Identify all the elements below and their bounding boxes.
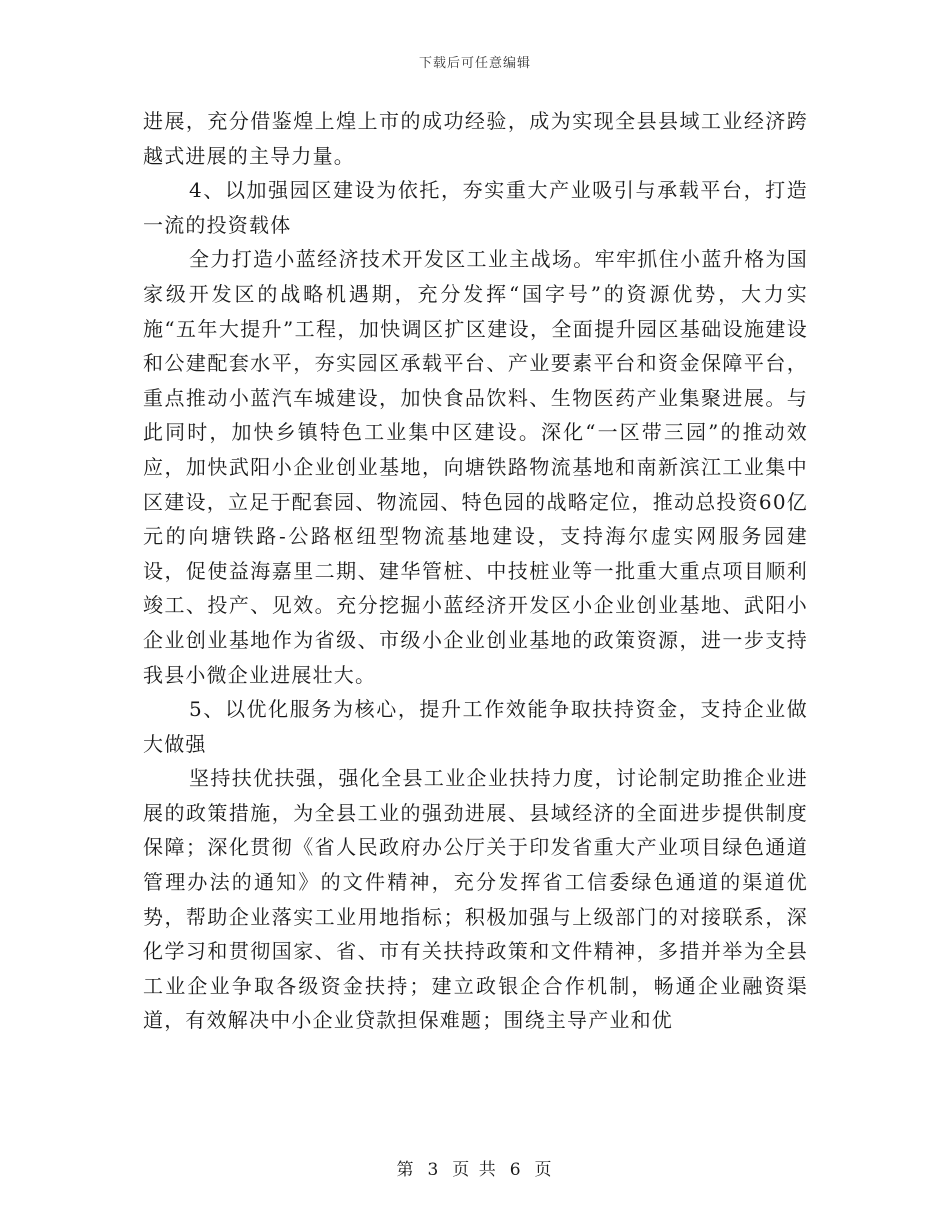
footer-suffix: 页	[534, 1160, 554, 1180]
document-body	[143, 104, 808, 1038]
paragraph-enterprise-support: 坚持扶优扶强，强化全县工业企业扶持力度，讨论制定助推企业进展的政策措施，为全县工业的强劲进展、县域经济的全面进步提供制度保障；深化贯彻《省人民政府办公厅关于印发省重大产业项目绿色通道管理办法的通知》的文件精神，充分发挥省工信委绿色通道的渠道优势，帮助企业落实工业用地指标；积极加强与上级部门的对接联系，深化学习和贯彻国家、省、市有关扶持政策和文件精神，多措并举为全县工业企业争取各级资金扶持；建立政银企合作机制，畅通企业融资渠道，有效解决中小企业贷款担保难题；围绕主导产业和优	[143, 766, 808, 1033]
footer-middle: 页 共	[452, 1160, 498, 1180]
page-header: 下载后可任意编辑	[418, 56, 531, 71]
footer-prefix: 第	[396, 1160, 416, 1180]
section-heading-4: 4、以加强园区建设为依托，夯实重大产业吸引与承载平台，打造一流的投资载体	[143, 178, 808, 237]
total-pages: 6	[509, 1160, 523, 1180]
page-footer	[0, 1155, 950, 1180]
page-number: 3	[427, 1160, 441, 1180]
paragraph-park-construction: 全力打造小蓝经济技术开发区工业主战场。牢牢抓住小蓝升格为国家级开发区的战略机遇期，充分发挥“国字号”的资源优势，大力实施“五年大提升”工程，加快调区扩区建设，全面提升园区基础设施建设和公建配套水平，夯实园区承载平台、产业要素平台和资金保障平台，重点推动小蓝汽车城建设，加快食品饮料、生物医药产业集聚进展。与此同时，加快乡镇特色工业集中区建设。深化“一区带三园”的推动效应，加快武阳小企业创业基地，向塘铁路物流基地和南新滨江工业集中区建设，立足于配套园、物流园、特色园的战略定位，推动总投资60亿元的向塘铁路-公路枢纽型物流基地建设，支持海尔虚实网服务园建设，促使益海嘉里二期、建华管桩、中技桩业等一批重大重点项目顺利竣工、投产、见效。充分挖掘小蓝经济开发区小企业创业基地、武阳小企业创业基地作为省级、市级小企业创业基地的政策资源，进一步支持我县小微企业进展壮大。	[143, 247, 808, 687]
paragraph-continuation: 进展，充分借鉴煌上煌上市的成功经验，成为实现全县县域工业经济跨越式进展的主导力量。	[143, 109, 808, 168]
section-heading-5: 5、以优化服务为核心，提升工作效能争取扶持资金，支持企业做大做强	[143, 697, 808, 756]
